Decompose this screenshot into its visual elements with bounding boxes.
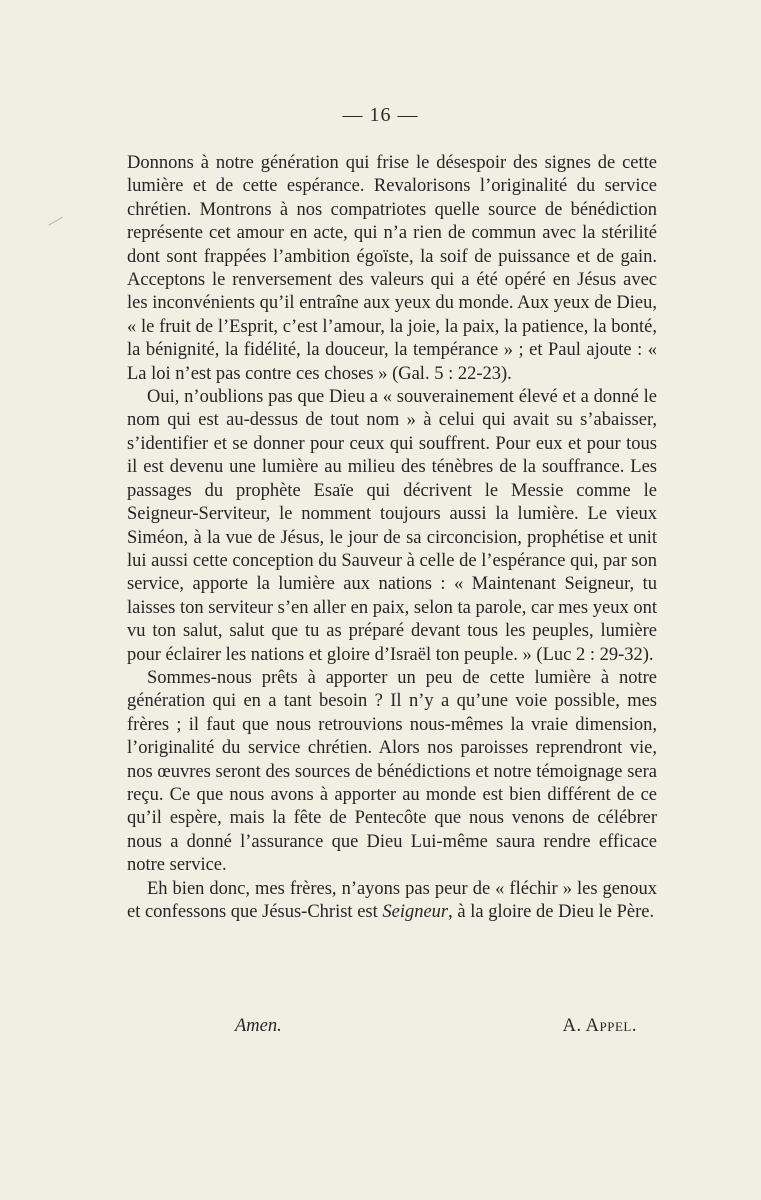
paragraph-2: Oui, n’oublions pas que Dieu a « souverainement élevé et a donné le nom qui est au-dessus de tout nom » à celui qui avait su s’abaisser, s’identifier et se donner pour ceux qui souffrent. Pour eux et pour tous il est devenu une lumière au milieu des ténèbres de la souffrance. Les passages du prophète Esaïe qui décrivent le Messie comme le Seigneur-Serviteur, le nomment toujours aussi la lumière. Le vieux Siméon, à la vue de Jésus, le jour de sa circoncision, prophétise et unit lui aussi cette conception du Sauveur à celle de l’espérance qui, par son service, apporte la lumière aux nations : « Maintenant Seigneur, tu laisses ton serviteur s’en aller en paix, selon ta parole, car mes yeux ont vu ton salut, salut que tu as préparé devant tous les peuples, lumière pour éclairer les nations et gloire d’Israël ton peuple. » (Luc 2 : 29-32).: [127, 387, 657, 665]
author-name: A. Appel.: [562, 1016, 637, 1036]
paragraph-4: [127, 878, 657, 925]
body-text: [127, 152, 657, 924]
amen-text: Amen.: [235, 1016, 282, 1036]
emphasis-seigneur: Seigneur: [382, 902, 449, 922]
margin-pencil-mark: [48, 217, 67, 235]
paragraph-3: Sommes-nous prêts à apporter un peu de cette lumière à notre génération qui en a tant besoin ? Il n’y a qu’une voie possible, mes frères ; il faut que nous retrouvions nous-mêmes la vraie dimension, l’originalité du service chrétien. Alors nos paroisses reprendront vie, nos œuvres seront des sources de bénédictions et notre témoignage sera reçu. Ce que nous avons à apporter au monde est bien différent de ce qu’il espère, mais la fête de Pentecôte que nous venons de célébrer nous a donné l’assurance que Dieu Lui-même saura rendre efficace notre service.: [127, 667, 657, 876]
paragraph-4-end: , à la gloire de Dieu le Père.: [448, 902, 655, 922]
paragraph-1: Donnons à notre génération qui frise le désespoir des signes de cette lumière et de cette espérance. Revalorisons l’originalité du service chrétien. Montrons à nos compatriotes quelle source de bénédiction représente cet amour en acte, qui n’a rien de commun avec la stérilité dont sont frappées l’ambition égoïste, la soif de puissance et de gain. Acceptons le renversement des valeurs qui a été opéré en Jésus avec les inconvénients qu’il entraîne aux yeux du monde. Aux yeux de Dieu, « le fruit de l’Esprit, c’est l’amour, la joie, la paix, la patience, la bonté, la bénignité, la fidélité, la douceur, la tempérance » ; et Paul ajoute : « La loi n’est pas contre ces choses » (Gal. 5 : 22-23).: [127, 153, 657, 384]
paragraph-4-start: Eh bien donc, mes frères, n’ayons pas peur de « fléchir » les genoux et confessons que Jésus-Christ est: [127, 878, 657, 922]
page-number: — 16 —: [342, 104, 419, 126]
